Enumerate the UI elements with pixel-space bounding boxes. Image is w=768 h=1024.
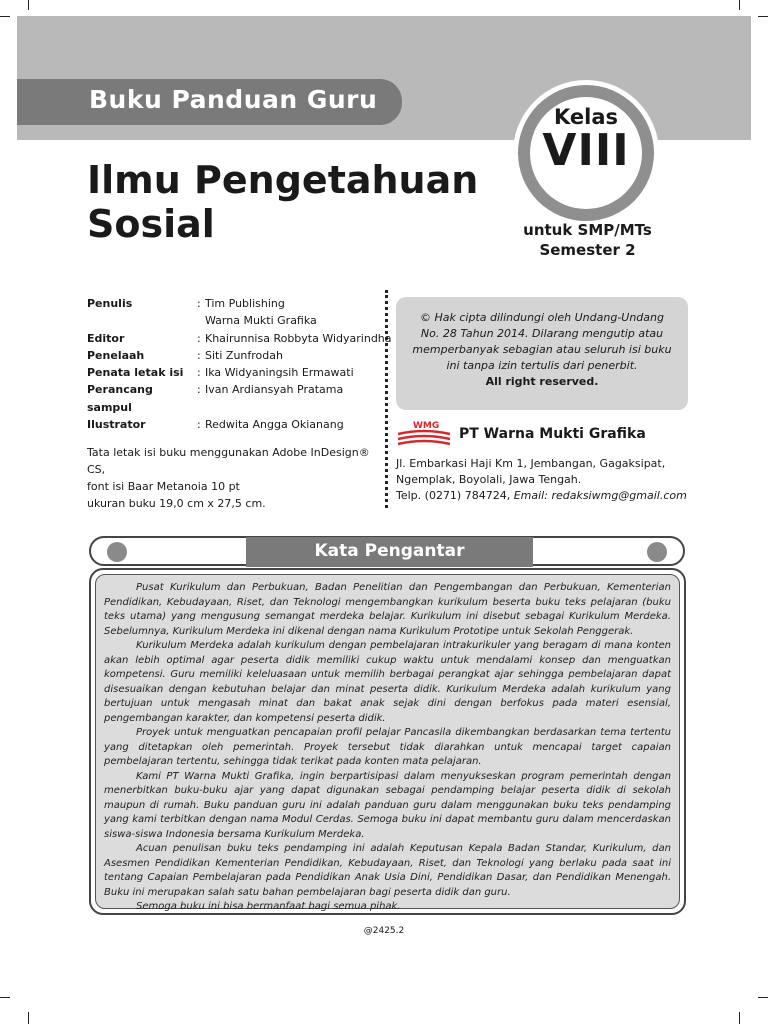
credit-value: Siti Zunfrodah xyxy=(205,348,283,362)
level-line: untuk SMP/MTs xyxy=(523,221,652,239)
crop-mark xyxy=(0,16,10,17)
credit-row: Penelaah : Siti Zunfrodah xyxy=(87,347,392,364)
grade-number: VIII xyxy=(542,125,630,176)
series-title: Buku Panduan Guru xyxy=(89,85,378,114)
foreword-header xyxy=(89,536,685,566)
credit-label: Ilustrator xyxy=(87,418,146,432)
email: Email: redaksiwmg@gmail.com xyxy=(513,489,687,502)
credit-row: Ilustrator : Redwita Angga Okianang xyxy=(87,416,392,433)
credit-row: Penata letak isi : Ika Widyaningsih Ermawati xyxy=(87,364,392,381)
publisher-address xyxy=(396,456,696,504)
credit-value: Tim Publishing xyxy=(205,297,285,310)
level-info xyxy=(500,220,675,260)
column-divider xyxy=(385,290,388,508)
series-banner xyxy=(17,79,402,125)
credit-label xyxy=(87,312,197,329)
note-line: ukuran buku 19,0 cm x 27,5 cm. xyxy=(87,497,266,510)
crop-mark xyxy=(28,1012,29,1024)
foreword-heading: Kata Pengantar xyxy=(246,537,533,567)
publisher-name: PT Warna Mukti Grafika xyxy=(459,426,646,442)
grade-label: Kelas xyxy=(553,105,618,129)
credit-row: Perancang sampul : Ivan Ardiansyah Pratama xyxy=(87,381,392,416)
grade-badge xyxy=(530,97,642,209)
crop-mark xyxy=(758,997,768,998)
note-line: font isi Baar Metanoia 10 pt xyxy=(87,480,240,493)
credit-label: Editor xyxy=(87,331,125,345)
foreword-paragraph: Semoga buku ini bisa bermanfaat bagi semua pihak. xyxy=(136,901,401,912)
crop-mark xyxy=(758,16,768,17)
rights-reserved: All right reserved. xyxy=(485,375,599,388)
credit-row: Penulis : Tim Publishing xyxy=(87,295,392,312)
foreword-body xyxy=(95,574,680,912)
typesetting-note xyxy=(87,444,387,512)
foreword-paragraph: Acuan penulisan buku teks pendamping ini adalah Keputusan Kepala Badan Standar, Kurikulum, dan Asesmen Pendidikan Kementerian Pendidikan, Kebudayaan, Riset, dan Teknologi yang berlaku pada saat ini tentang Capaian Pembelajaran pada Pendidikan Anak Usia Dini, Pendidikan Dasar, dan Pendidikan Menengah. Buku ini merupakan salah satu bahan pembelajaran bagi peserta didik dan guru. xyxy=(104,843,671,898)
credit-label: Penelaah xyxy=(87,348,145,362)
note-line: Tata letak isi buku menggunakan Adobe InDesign® CS, xyxy=(87,446,370,476)
crop-mark xyxy=(28,0,29,10)
logo-text: WMG xyxy=(413,421,440,431)
credit-value: Khairunnisa Robbyta Widyarindha xyxy=(205,331,392,345)
foreword-paragraph: Kurikulum Merdeka adalah kurikulum dengan pembelajaran intrakurikuler yang beragam di mana konten akan lebih optimal agar peserta didik memiliki cukup waktu untuk mendalami konsep dan menguatkan kompetensi. Guru memiliki keleluasaan untuk memilih berbagai perangkat ajar sehingga pembelajaran dapat disesuaikan dengan kebutuhan belajar dan minat peserta didik. Kurikulum Merdeka adalah kurikulum yang bertujuan untuk mengasah minat dan bakat anak sejak dini dengan berfokus pada materi esensial, pengembangan karakter, dan kompetensi peserta didik. xyxy=(104,640,671,724)
copyright-text: © Hak cipta dilindungi oleh Undang-Undang No. 28 Tahun 2014. Dilarang mengutip atau memperbanyak sebagian atau seluruh isi buku ini tanpa izin tertulis dari penerbit. xyxy=(412,311,672,372)
credits-list xyxy=(87,295,392,433)
credit-value: Redwita Angga Okianang xyxy=(205,418,344,432)
address-line: Jl. Embarkasi Haji Km 1, Jembangan, Gagaksipat, xyxy=(396,457,666,470)
crop-mark xyxy=(739,1012,740,1024)
credit-label: Penulis xyxy=(87,297,133,310)
credit-label: Perancang sampul xyxy=(87,383,153,414)
circle-icon xyxy=(107,542,127,562)
page-code: @2425.2 xyxy=(363,926,405,936)
circle-icon xyxy=(647,542,667,562)
address-line: Ngemplak, Boyolali, Jawa Tengah. xyxy=(396,473,582,486)
copyright-box xyxy=(396,297,688,410)
publisher-logo-icon xyxy=(396,419,452,449)
foreword-paragraph: Kami PT Warna Mukti Grafika, ingin berpartisipasi dalam menyukseskan program pemerintah dengan menerbitkan buku-buku ajar yang dapat digunakan sebagai pendamping belajar peserta didik di sekolah maupun di rumah. Buku panduan guru ini adalah panduan guru dalam menggunakan buku teks pendamping yang kami terbitkan dengan nama Modul Cerdas. Semoga buku ini dapat membantu guru dalam mencerdaskan siswa-siswa Indonesia bersama Kurikulum Merdeka. xyxy=(104,770,671,840)
foreword-paragraph: Pusat Kurikulum dan Perbukuan, Badan Penelitian dan Pengembangan dan Perbukuan, Kementerian Pendidikan, Kebudayaan, Riset, dan Teknologi mengembangkan kurikulum beserta buku teks pelajaran (buku teks utama) yang mengusung semangat merdeka belajar. Kurikulum ini disebut sebagai Kurikulum Merdeka. Sebelumnya, Kurikulum Merdeka ini dikenal dengan nama Kurikulum Prototipe untuk Sekolah Penggerak. xyxy=(104,582,671,637)
title-line: Sosial xyxy=(87,202,215,246)
credit-value: Ivan Ardiansyah Pratama xyxy=(205,383,344,397)
phone: Telp. (0271) 784724, xyxy=(396,489,511,502)
credit-row xyxy=(87,312,392,329)
credit-value: Ika Widyaningsih Ermawati xyxy=(205,366,354,380)
title-line: Ilmu Pengetahuan xyxy=(87,158,479,202)
credit-label: Penata letak isi xyxy=(87,366,184,380)
contact-line xyxy=(396,488,696,504)
crop-mark xyxy=(0,997,10,998)
foreword-box xyxy=(89,568,686,915)
semester-line: Semester 2 xyxy=(539,241,636,259)
crop-mark xyxy=(739,0,740,10)
credit-value: Warna Mukti Grafika xyxy=(205,314,317,328)
foreword-paragraph: Proyek untuk menguatkan pencapaian profil pelajar Pancasila dikembangkan berdasarkan tema tertentu yang ditetapkan oleh pemerintah. Proyek tersebut tidak diarahkan untuk mencapai target capaian pembelajaran tertentu, sehingga tidak terikat pada konten mata pelajaran. xyxy=(104,727,671,767)
credit-row: Editor : Khairunnisa Robbyta Widyarindha xyxy=(87,330,392,347)
book-title xyxy=(87,158,478,246)
